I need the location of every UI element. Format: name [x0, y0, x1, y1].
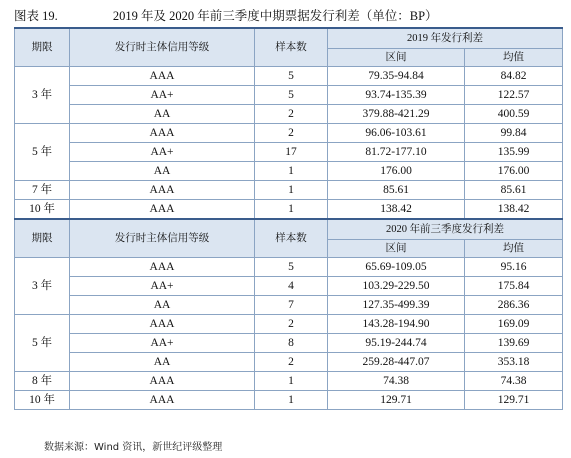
range-cell: 138.42: [328, 200, 465, 220]
term-cell: 8 年: [15, 372, 70, 391]
range-cell: 176.00: [328, 162, 465, 181]
count-cell: 4: [255, 277, 328, 296]
group-title: 2020 年前三季度发行利差: [328, 219, 563, 240]
section-header-row: [15, 219, 563, 240]
count-cell: 2: [255, 353, 328, 372]
mean-cell: 84.82: [465, 67, 563, 86]
mean-cell: 85.61: [465, 181, 563, 200]
caption-label: 图表 19.: [14, 9, 58, 23]
table-row: [15, 296, 563, 315]
rating-cell: AAA: [70, 124, 255, 143]
mean-cell: 175.84: [465, 277, 563, 296]
count-cell: 17: [255, 143, 328, 162]
rating-cell: AAA: [70, 372, 255, 391]
range-cell: 85.61: [328, 181, 465, 200]
table-row: [15, 334, 563, 353]
mean-cell: 176.00: [465, 162, 563, 181]
count-cell: 1: [255, 391, 328, 410]
range-cell: 103.29-229.50: [328, 277, 465, 296]
mean-cell: 129.71: [465, 391, 563, 410]
table-body: [15, 28, 563, 410]
mean-header: 均值: [465, 49, 563, 67]
mean-cell: 169.09: [465, 315, 563, 334]
range-cell: 81.72-177.10: [328, 143, 465, 162]
count-cell: 5: [255, 86, 328, 105]
rating-header: 发行时主体信用等级: [70, 219, 255, 258]
mean-cell: 138.42: [465, 200, 563, 220]
table-row: [15, 162, 563, 181]
count-cell: 1: [255, 372, 328, 391]
count-cell: 2: [255, 105, 328, 124]
range-header: 区间: [328, 49, 465, 67]
range-cell: 79.35-94.84: [328, 67, 465, 86]
count-cell: 2: [255, 315, 328, 334]
count-cell: 5: [255, 67, 328, 86]
mean-cell: 95.16: [465, 258, 563, 277]
term-cell: 10 年: [15, 391, 70, 410]
rating-header: 发行时主体信用等级: [70, 28, 255, 67]
mean-cell: 286.36: [465, 296, 563, 315]
range-cell: 259.28-447.07: [328, 353, 465, 372]
count-cell: 1: [255, 200, 328, 220]
count-header: 样本数: [255, 219, 328, 258]
term-cell: 5 年: [15, 124, 70, 181]
mean-cell: 139.69: [465, 334, 563, 353]
count-cell: 7: [255, 296, 328, 315]
range-cell: 74.38: [328, 372, 465, 391]
range-cell: 93.74-135.39: [328, 86, 465, 105]
section-header-row: [15, 28, 563, 49]
table-row: [15, 258, 563, 277]
count-cell: 2: [255, 124, 328, 143]
mean-cell: 74.38: [465, 372, 563, 391]
term-header: 期限: [15, 28, 70, 67]
mean-cell: 353.18: [465, 353, 563, 372]
range-cell: 129.71: [328, 391, 465, 410]
term-cell: 10 年: [15, 200, 70, 220]
table-row: [15, 315, 563, 334]
table-caption: [14, 6, 564, 26]
mean-cell: 99.84: [465, 124, 563, 143]
range-cell: 96.06-103.61: [328, 124, 465, 143]
rating-cell: AA+: [70, 86, 255, 105]
rating-cell: AA: [70, 162, 255, 181]
mean-cell: 400.59: [465, 105, 563, 124]
caption-title: 2019 年及 2020 年前三季度中期票据发行利差（单位：BP）: [112, 9, 438, 23]
rating-cell: AA: [70, 105, 255, 124]
term-cell: 7 年: [15, 181, 70, 200]
rating-cell: AAA: [70, 315, 255, 334]
term-cell: 3 年: [15, 258, 70, 315]
range-header: 区间: [328, 240, 465, 258]
count-cell: 1: [255, 162, 328, 181]
table-row: [15, 143, 563, 162]
rating-cell: AA: [70, 353, 255, 372]
rating-cell: AA+: [70, 277, 255, 296]
rating-cell: AAA: [70, 391, 255, 410]
table-row: [15, 86, 563, 105]
table-row: [15, 372, 563, 391]
mean-cell: 122.57: [465, 86, 563, 105]
rating-cell: AAA: [70, 200, 255, 220]
rating-cell: AAA: [70, 67, 255, 86]
table-row: [15, 353, 563, 372]
count-header: 样本数: [255, 28, 328, 67]
table-row: [15, 105, 563, 124]
table-row: [15, 181, 563, 200]
table-row: [15, 277, 563, 296]
range-cell: 127.35-499.39: [328, 296, 465, 315]
range-cell: 143.28-194.90: [328, 315, 465, 334]
table-row: [15, 67, 563, 86]
rating-cell: AAA: [70, 181, 255, 200]
term-header: 期限: [15, 219, 70, 258]
count-cell: 8: [255, 334, 328, 353]
rating-cell: AAA: [70, 258, 255, 277]
group-title: 2019 年发行利差: [328, 28, 563, 49]
table-row: [15, 124, 563, 143]
rating-cell: AA: [70, 296, 255, 315]
rating-cell: AA+: [70, 334, 255, 353]
mean-cell: 135.99: [465, 143, 563, 162]
term-cell: 5 年: [15, 315, 70, 372]
spread-table: [14, 27, 563, 410]
range-cell: 65.69-109.05: [328, 258, 465, 277]
data-source-note: 数据来源：Wind 资讯，新世纪评级整理: [44, 442, 223, 453]
term-cell: 3 年: [15, 67, 70, 124]
table-row: [15, 391, 563, 410]
table-row: [15, 200, 563, 220]
rating-cell: AA+: [70, 143, 255, 162]
count-cell: 1: [255, 181, 328, 200]
mean-header: 均值: [465, 240, 563, 258]
range-cell: 95.19-244.74: [328, 334, 465, 353]
range-cell: 379.88-421.29: [328, 105, 465, 124]
count-cell: 5: [255, 258, 328, 277]
